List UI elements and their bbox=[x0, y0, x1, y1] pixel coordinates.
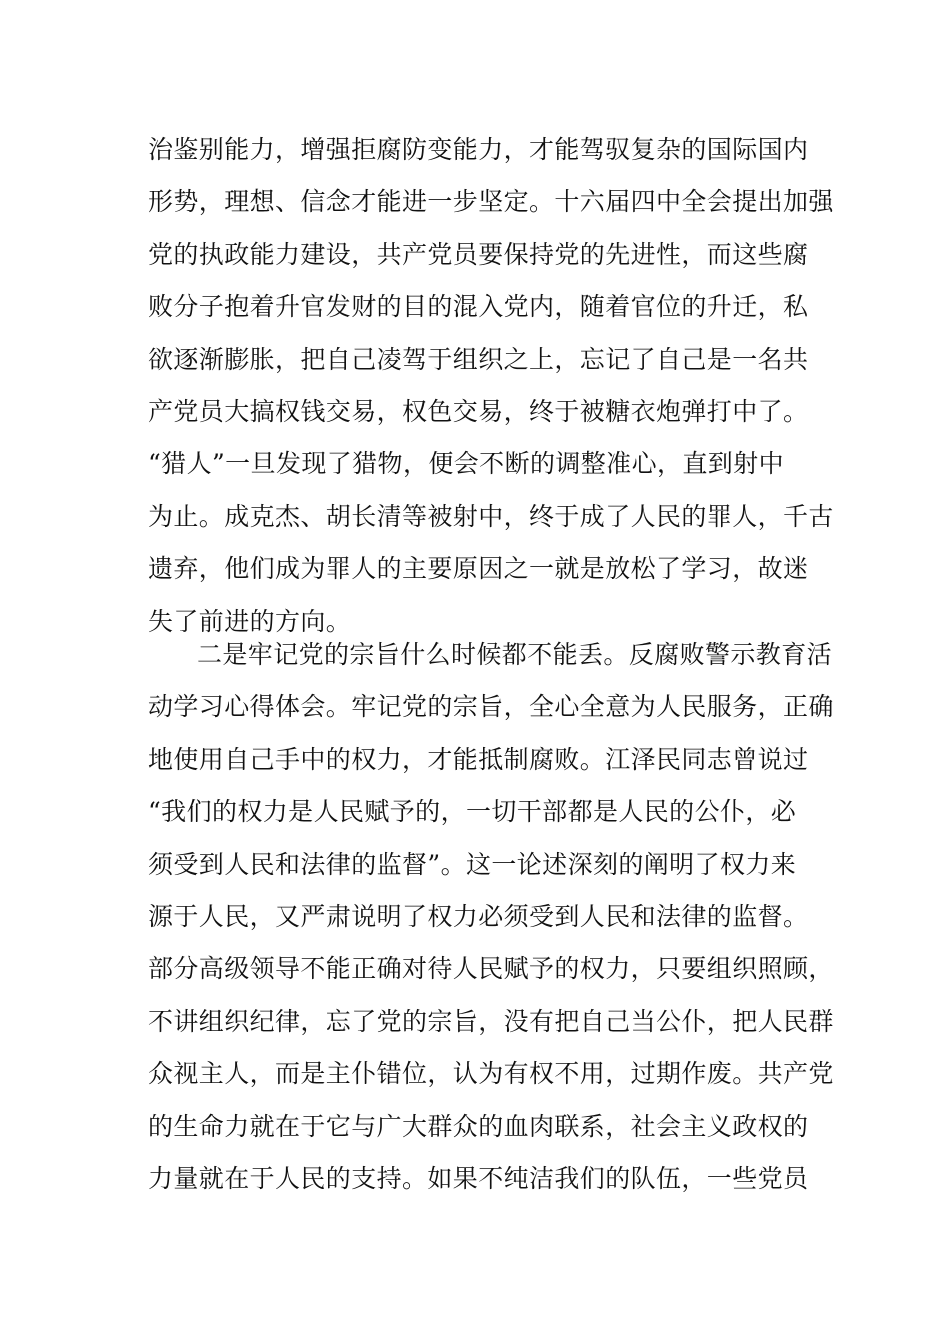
text-line: 为止。成克杰、胡长清等被射中，终于成了人民的罪人，千古 bbox=[148, 501, 834, 531]
text-line: 形势，理想、信念才能进一步坚定。十六届四中全会提出加强 bbox=[148, 187, 834, 217]
text-line: 不讲组织纪律，忘了党的宗旨，没有把自己当公仆，把人民群 bbox=[148, 1006, 834, 1036]
text-line: 动学习心得体会。牢记党的宗旨，全心全意为人民服务，正确 bbox=[148, 692, 834, 722]
text-line: “猎人”一旦发现了猎物，便会不断的调整准心，直到射中 bbox=[148, 449, 784, 479]
text-line: 力量就在于人民的支持。如果不纯洁我们的队伍，一些党员 bbox=[148, 1163, 809, 1193]
text-line: 失了前进的方向。 bbox=[148, 606, 352, 636]
paragraph-continued bbox=[148, 124, 834, 648]
text-line-first: 二是牢记党的宗旨什么时候都不能丢。反腐败警示教育活 bbox=[197, 640, 833, 669]
text-line: 的生命力就在于它与广大群众的血肉联系，社会主义政权的 bbox=[148, 1111, 809, 1141]
text-line: 治鉴别能力，增强拒腐防变能力，才能驾驭复杂的国际国内 bbox=[148, 135, 809, 164]
text-line: “我们的权力是人民赋予的，一切干部都是人民的公仆，必 bbox=[148, 797, 797, 827]
text-line: 败分子抱着升官发财的目的混入党内，随着官位的升迁，私 bbox=[148, 292, 809, 322]
text-line: 欲逐渐膨胀，把自己凌驾于组织之上，忘记了自己是一名共 bbox=[148, 344, 809, 374]
text-line: 须受到人民和法律的监督”。这一论述深刻的阐明了权力来 bbox=[148, 849, 797, 879]
text-line: 众视主人，而是主仆错位，认为有权不用，过期作废。共产党 bbox=[148, 1059, 834, 1089]
text-line: 地使用自己手中的权力，才能抵制腐败。江泽民同志曾说过 bbox=[148, 744, 809, 774]
paragraph-party-purpose bbox=[148, 629, 834, 1205]
text-line: 部分高级领导不能正确对待人民赋予的权力，只要组织照顾， bbox=[148, 954, 834, 984]
text-line: 产党员大搞权钱交易，权色交易，终于被糖衣炮弹打中了。 bbox=[148, 396, 809, 426]
text-line: 党的执政能力建设，共产党员要保持党的先进性，而这些腐 bbox=[148, 239, 809, 269]
text-line: 遗弃，他们成为罪人的主要原因之一就是放松了学习，故迷 bbox=[148, 554, 809, 584]
text-line: 源于人民，又严肃说明了权力必须受到人民和法律的监督。 bbox=[148, 901, 809, 931]
